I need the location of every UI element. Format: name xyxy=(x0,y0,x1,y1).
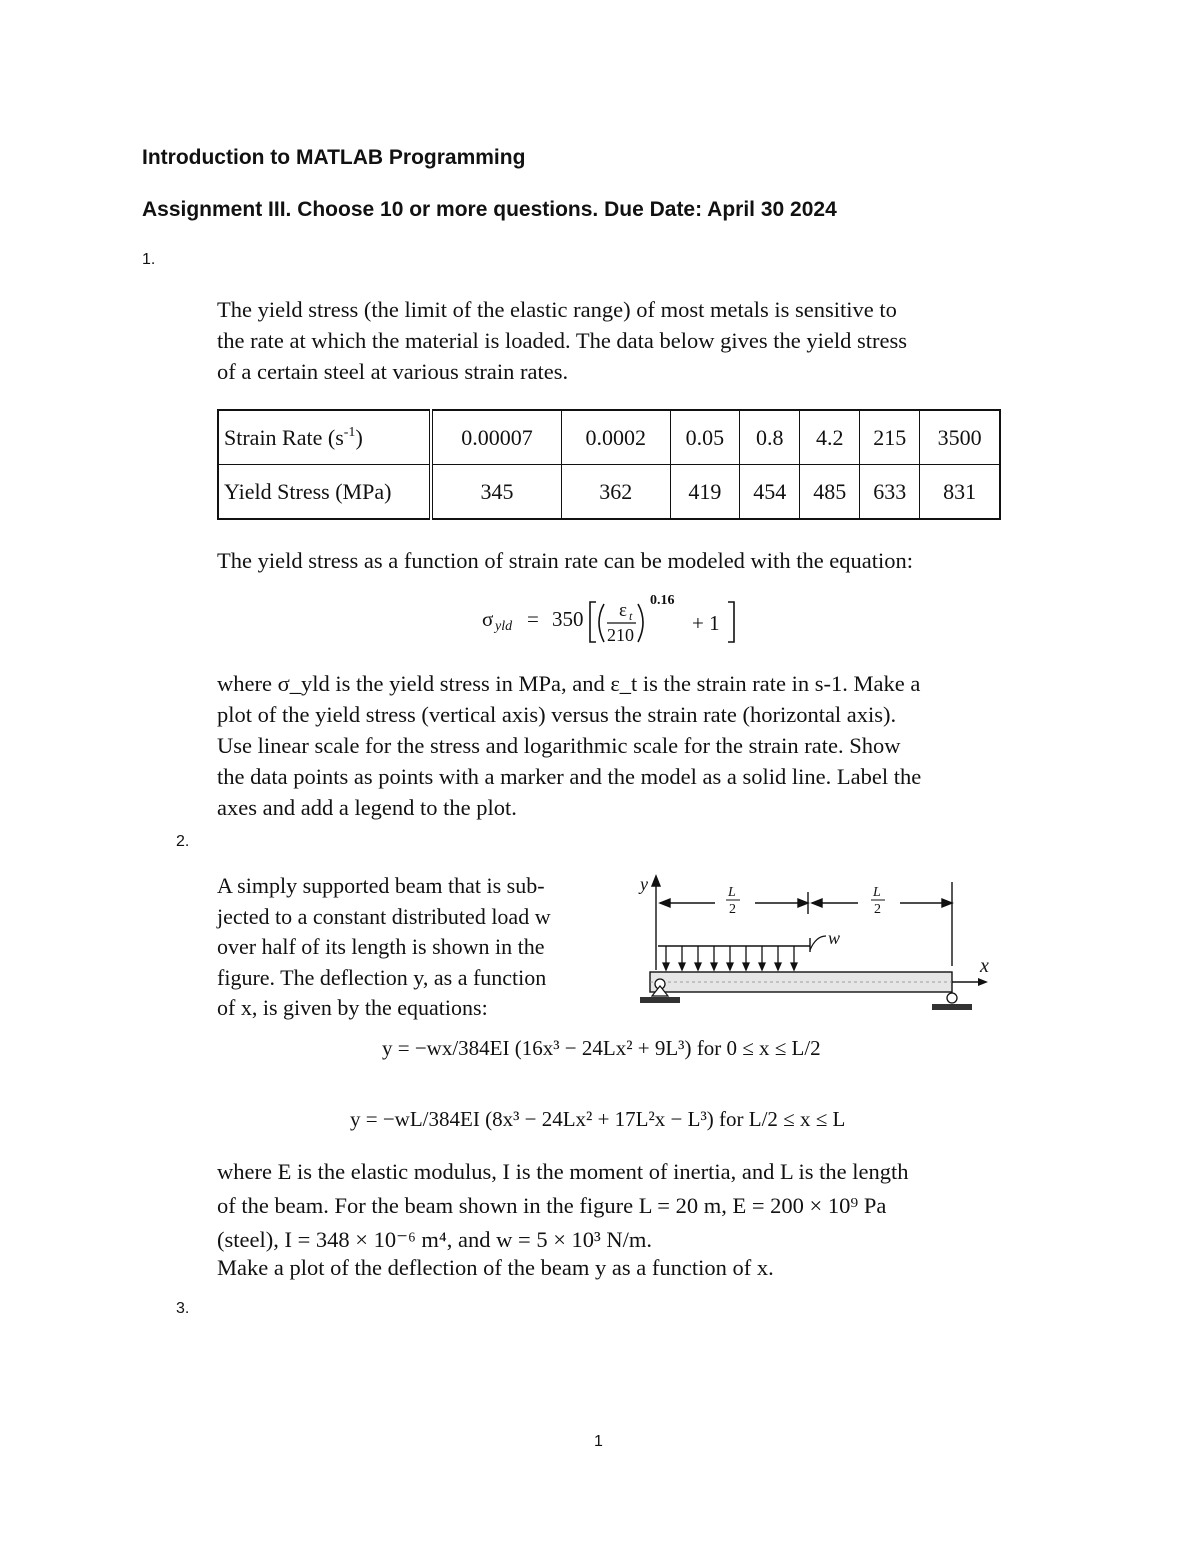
text-line: plot of the yield stress (vertical axis) versus the strain rate (horizontal axis). xyxy=(217,702,897,727)
table-cell: 454 xyxy=(740,465,800,520)
question-1-number: 1. xyxy=(142,251,156,268)
table-cell: 3500 xyxy=(920,410,1000,465)
load-label: w xyxy=(828,928,841,948)
question-2-intro xyxy=(217,871,551,1024)
distributed-load-arrows xyxy=(663,946,797,970)
text-line: of the beam. For the beam shown in the figure L = 20 m, E = 200 × 10⁹ Pa xyxy=(217,1193,887,1218)
assignment-title: Assignment III. Choose 10 or more questions. Due Date: April 30 2024 xyxy=(142,198,837,221)
table-cell: 0.00007 xyxy=(431,410,562,465)
question-2-number: 2. xyxy=(176,833,190,850)
eq-plus-one: + 1 xyxy=(692,611,720,635)
half-length-num-1: L xyxy=(728,885,736,900)
table-cell: 633 xyxy=(860,465,920,520)
table-row xyxy=(218,410,1000,465)
deflection-equation-2: y = −wL/384EI (8x³ − 24Lx² + 17L²x − L³) for L/2 ≤ x ≤ L xyxy=(350,1107,846,1131)
text-line: of a certain steel at various strain rates. xyxy=(217,359,569,384)
eq-lhs: σ xyxy=(482,607,494,631)
page-number: 1 xyxy=(594,1433,603,1450)
eq-exponent: 0.16 xyxy=(650,593,675,608)
text-line: axes and add a legend to the plot. xyxy=(217,795,517,820)
table-cell: 362 xyxy=(562,465,671,520)
table-cell: 0.8 xyxy=(740,410,800,465)
text-line: jected to a constant distributed load w xyxy=(217,903,551,929)
table-cell: 345 xyxy=(431,465,562,520)
yield-stress-table xyxy=(217,409,1001,520)
text-line: the rate at which the material is loaded. The data below gives the yield stress xyxy=(217,328,907,353)
text-line: where σ_yld is the yield stress in MPa, and ε_t is the strain rate in s-1. Make a xyxy=(217,671,921,696)
table-cell: 485 xyxy=(800,465,860,520)
row-header-yield-stress: Yield Stress (MPa) xyxy=(218,465,431,520)
model-intro: The yield stress as a function of strain rate can be modeled with the equation: xyxy=(217,548,914,573)
text-line: where E is the elastic modulus, I is the moment of inertia, and L is the length xyxy=(217,1159,909,1184)
half-length-num-2: L xyxy=(873,885,881,900)
table-cell: 0.05 xyxy=(670,410,740,465)
eq-numerator: ε xyxy=(619,600,627,621)
deflection-equation-1: y = −wx/384EI (16x³ − 24Lx² + 9L³) for 0 ≤ x ≤ L/2 xyxy=(382,1036,821,1060)
table-cell: 215 xyxy=(860,410,920,465)
row-header-strain-rate: Strain Rate $(s^{-1})$ xyxy=(218,410,431,465)
beam-diagram xyxy=(630,866,1000,1016)
question-1-body xyxy=(217,668,921,823)
question-1-intro xyxy=(217,294,907,387)
table-row xyxy=(218,465,1000,520)
text-line: The yield stress (the limit of the elastic range) of most metals is sensitive to xyxy=(217,297,897,322)
yield-stress-equation xyxy=(470,588,750,650)
eq-equals: = xyxy=(527,607,539,631)
half-length-den-2: 2 xyxy=(874,902,881,917)
table-cell: 4.2 xyxy=(800,410,860,465)
y-axis-label: y xyxy=(640,874,648,894)
text-line: A simply supported beam that is sub- xyxy=(217,873,545,898)
text-line: Make a plot of the deflection of the beam y as a function of x. xyxy=(217,1255,774,1280)
half-length-den-1: 2 xyxy=(729,902,736,917)
table-cell: 831 xyxy=(920,465,1000,520)
text-line: (steel), I = 348 × 10⁻⁶ m⁴, and w = 5 × 10³ N/m. xyxy=(217,1227,653,1252)
question-2-body xyxy=(217,1155,909,1285)
table-cell: 419 xyxy=(670,465,740,520)
course-title: Introduction to MATLAB Programming xyxy=(142,146,526,169)
eq-lhs-sub: yld xyxy=(495,619,513,634)
text-line: Use linear scale for the stress and logarithmic scale for the strain rate. Show xyxy=(217,733,901,758)
table-cell: 0.0002 xyxy=(562,410,671,465)
x-axis-label: x xyxy=(980,955,989,977)
text-line: over half of its length is shown in the xyxy=(217,934,545,959)
text-line: of x, is given by the equations: xyxy=(217,995,488,1020)
eq-denominator: 210 xyxy=(607,625,634,645)
question-3-number: 3. xyxy=(176,1300,190,1317)
eq-coef: 350 xyxy=(552,607,584,631)
text-line: the data points as points with a marker and the model as a solid line. Label the xyxy=(217,764,922,789)
text-line: figure. The deflection y, as a function xyxy=(217,964,547,990)
roller-support-right xyxy=(932,993,972,1010)
eq-numerator-sub: t xyxy=(629,609,633,623)
